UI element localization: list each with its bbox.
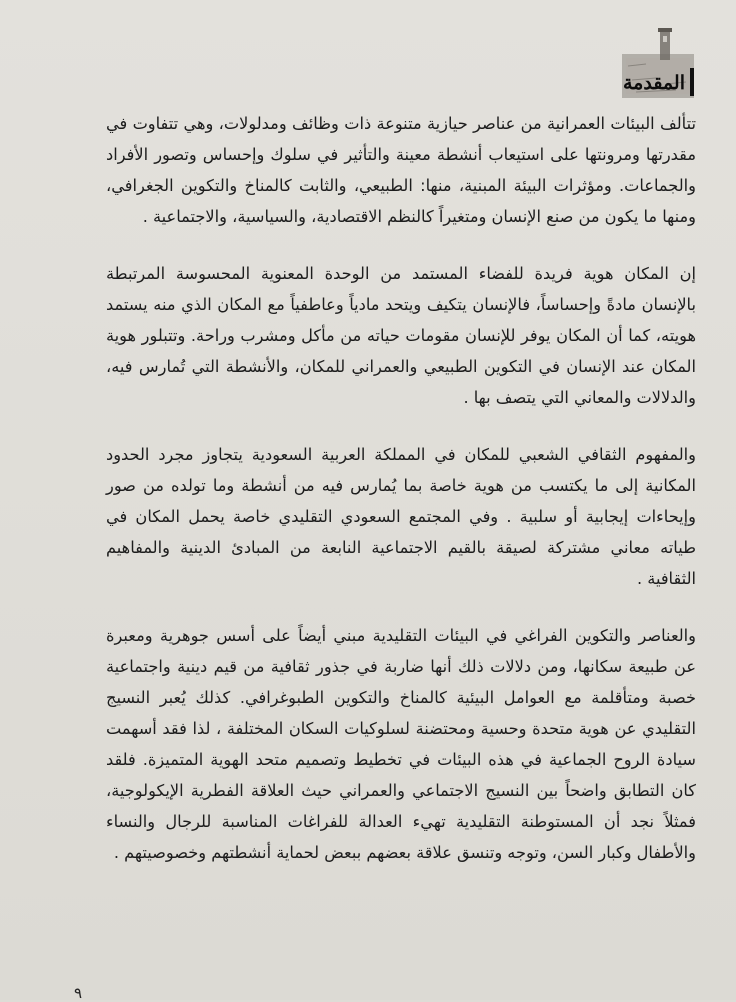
paragraph-1: تتألف البيئات العمرانية من عناصر حيازية متنوعة ذات وظائف ومدلولات، وهي تتفاوت في مقدرتها ومرونتها على استيعاب أنشطة معينة والتأثير في سلوك وإحساس وتصور الأفراد والجماعات. ومؤثرات البيئة المبنية، منها: الطبيعي، والثابت كالمناخ والتكوين الجغرافي، ومنها ما يكون من صنع الإنسان ومتغيراً كالنظم الاقتصادية، والسياسية، والاجتماعية . <box>106 114 696 226</box>
paragraph-3: والمفهوم الثقافي الشعبي للمكان في المملكة العربية السعودية يتجاوز مجرد الحدود المكانية إلى ما يكتسب من هوية خاصة بما يُمارس فيه من أنشطة وما تولده من صور وإيحاءات إيجابية أو سلبية . وفي المجتمع السعودي التقليدي خاصة يحمل المكان في طياته معاني مشتركة لصيقة بالقيم الاجتماعية النابعة من المبادئ الدينية والمفاهيم الثقافية . <box>106 445 696 588</box>
page-number: ٩ <box>74 984 83 1002</box>
heading-title: المقدمة <box>622 72 685 94</box>
section-heading <box>616 24 698 106</box>
body-text <box>106 108 696 868</box>
paragraph-2: إن المكان هوية فريدة للفضاء المستمد من الوحدة المعنوية المحسوسة المرتبطة بالإنسان مادةً وإحساساً، فالإنسان يتكيف ويتحد مادياً وعاطفياً مع المكان الذي منه يستمد هويته، كما أن المكان يوفر للإنسان مقومات حياته من مأكل ومشرب وراحة. وتتبلور هوية المكان عند الإنسان في التكوين الطبيعي والعمراني للمكان، والأنشطة التي تُمارس فيه، والدلالات والمعاني التي يتصف بها . <box>106 264 696 407</box>
paragraph-4: والعناصر والتكوين الفراغي في البيئات التقليدية مبني أيضاً على أسس جوهرية ومعبرة عن طبيعة سكانها، ومن دلالات ذلك أنها ضاربة في جذور ثقافية من قيم دينية واجتماعية خصبة ومتأقلمة مع العوامل البيئية كالمناخ والتكوين الطبوغرافي. كذلك يُعبر النسيج التقليدي عن هوية متحدة وحسية ومحتضنة لسلوكيات السكان المختلفة ، لذا فقد أسهمت سيادة الروح الجماعية في هذه البيئات في تخطيط وتصميم متحد الهوية المتميزة. فلقد كان التطابق واضحاً بين النسيج الاجتماعي والعمراني حيث العلاقة الفطرية الإيكولوجية، فمثلاً نجد أن المستوطنة التقليدية تهيء العدالة للفراغات المناسبة للرجال والنساء والأطفال وكبار السن، وتوجه وتنسق علاقة بعضهم ببعض لحماية أنشطتهم وخصوصيتهم . <box>106 626 696 862</box>
